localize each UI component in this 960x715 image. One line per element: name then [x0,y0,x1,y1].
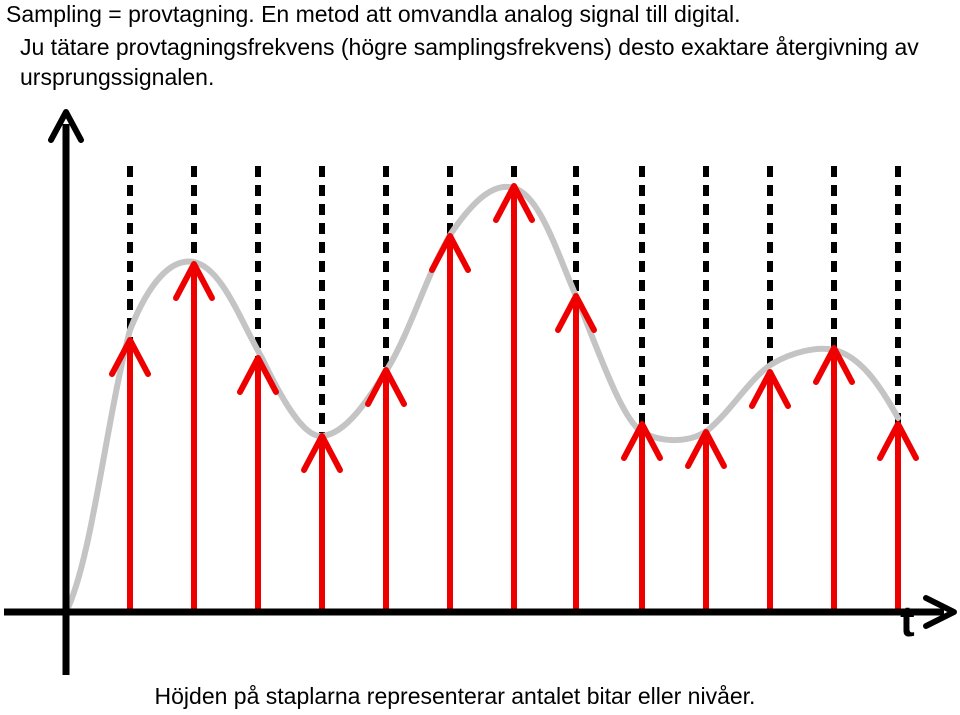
sample-arrow [176,264,212,612]
analog-signal-curve [66,187,898,612]
sample-arrow [688,432,724,612]
caption: Höjden på staplarna representerar antalet bitar eller nivåer. [154,683,756,709]
sample-arrow [816,348,852,612]
header-title: Sampling = provtagning. En metod att omvandla analog signal till digital. [6,1,741,27]
sample-arrow [432,236,468,612]
sample-arrow [368,370,404,612]
sample-arrow [880,424,916,612]
sample-arrows [112,186,916,612]
sample-arrow [496,186,532,612]
sample-arrow [240,358,276,612]
sample-arrow [558,296,594,612]
header-description: Ju tätare provtagningsfrekvens (högre samplingsfrekvens) desto exaktare återgivning av ursprungssignalen. [20,34,919,90]
t-axis-label: t [900,597,915,646]
sample-arrow [304,436,340,612]
sample-arrow [752,372,788,612]
sample-arrow [624,424,660,612]
